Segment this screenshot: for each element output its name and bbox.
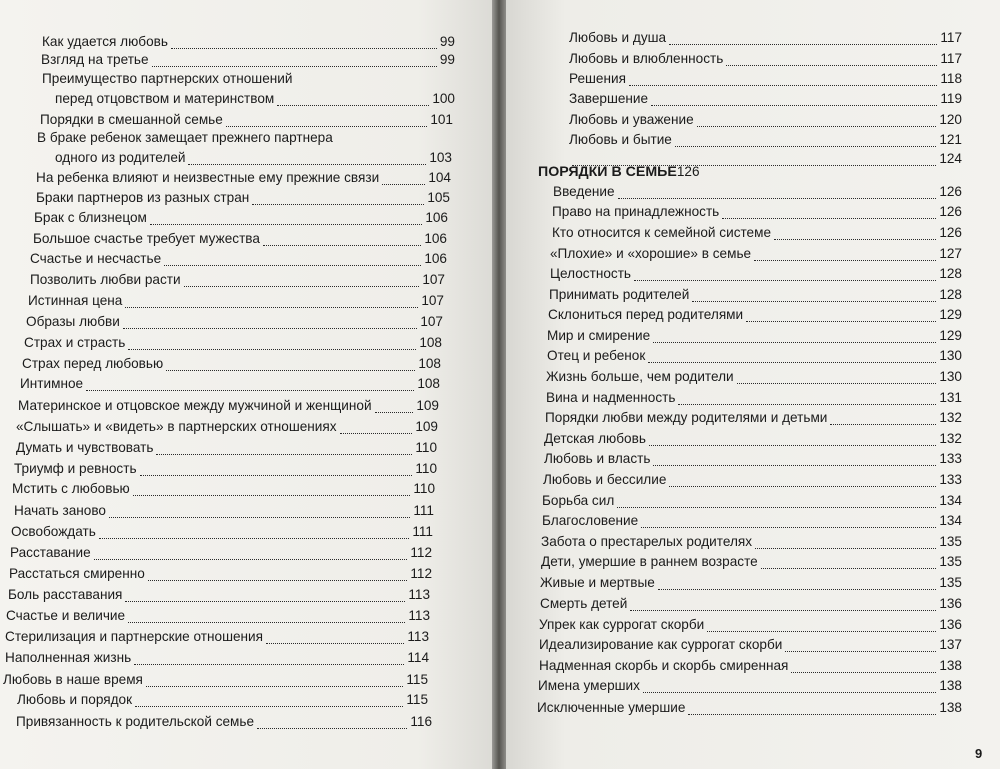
toc-entry	[22, 354, 441, 374]
dot-leader	[226, 126, 428, 127]
toc-entry-page-number: 111	[413, 503, 434, 518]
toc-entry-page-number: 108	[419, 335, 442, 350]
toc-entry-title: ПОРЯДКИ В СЕМЬЕ	[538, 164, 677, 180]
toc-entry-title: Браки партнеров из разных стран	[36, 190, 250, 205]
toc-entry	[544, 449, 962, 469]
toc-entry-page-number: 136	[939, 596, 962, 611]
toc-entry	[3, 670, 428, 690]
toc-entry	[552, 202, 962, 222]
toc-entry-title: Упрек как суррогат скорби	[539, 617, 705, 632]
dot-leader	[140, 475, 413, 476]
dot-leader	[125, 307, 418, 308]
dot-leader	[188, 164, 426, 165]
toc-entry-title: Страх перед любовью	[22, 356, 164, 371]
toc-entry	[553, 182, 962, 202]
dot-leader	[726, 65, 937, 66]
toc-entry-page-number: 101	[430, 112, 453, 127]
toc-entry-title: Любовь и порядок	[17, 692, 133, 707]
toc-entry	[40, 110, 453, 130]
toc-entry	[541, 552, 962, 572]
toc-entry-title: одного из родителей	[55, 150, 186, 165]
dot-leader	[134, 664, 404, 665]
toc-entry-title: Исключенные умершие	[537, 700, 686, 715]
toc-entry	[548, 305, 962, 325]
toc-entry-page-number: 116	[410, 714, 432, 729]
toc-entry-title: Детская любовь	[544, 431, 646, 446]
dot-leader	[629, 85, 937, 86]
toc-entry-page-number: 126	[939, 184, 962, 199]
dot-leader	[263, 245, 421, 246]
toc-entry-page-number: 107	[420, 314, 443, 329]
toc-entry-title: Освобождать	[11, 524, 96, 539]
toc-entry-title: Привязанность к родительской семье	[16, 714, 255, 729]
dot-leader	[94, 559, 408, 560]
dot-leader	[653, 342, 936, 343]
toc-entry-page-number: 109	[415, 419, 438, 434]
toc-entry-title: перед отцовством и материнством	[55, 91, 275, 106]
dot-leader	[692, 301, 936, 302]
toc-entry	[33, 229, 447, 249]
dot-leader	[340, 433, 413, 434]
dot-leader	[128, 349, 416, 350]
dot-leader	[146, 686, 403, 687]
toc-entry-page-number: 126	[939, 204, 962, 219]
toc-entry-title: Дети, умершие в раннем возрасте	[541, 554, 758, 569]
toc-entry-page-number: 109	[416, 398, 439, 413]
toc-entry-page-number: 130	[939, 348, 962, 363]
dot-leader	[746, 321, 936, 322]
toc-entry-title: Расставание	[10, 545, 91, 560]
toc-entry	[545, 408, 962, 428]
toc-entry	[34, 208, 448, 228]
toc-entry-page-number: 132	[939, 410, 962, 425]
toc-entry-page-number: 115	[406, 692, 428, 707]
toc-entry	[18, 396, 439, 416]
toc-entry	[5, 648, 429, 668]
toc-entry-title: Позволить любви расти	[30, 272, 181, 287]
toc-entry-title: Мстить с любовью	[12, 481, 130, 496]
toc-entry-page-number: 111	[412, 524, 433, 539]
toc-entry-page-number: 124	[939, 151, 962, 166]
toc-entry-title: Целостность	[550, 266, 632, 281]
toc-entry-page-number: 117	[940, 30, 962, 45]
dot-leader	[785, 651, 936, 652]
dot-leader	[754, 260, 936, 261]
toc-entry	[36, 168, 451, 188]
toc-entry-page-number: 138	[939, 658, 962, 673]
toc-entry-title: Кто относится к семейной системе	[552, 225, 772, 240]
dot-leader	[830, 424, 936, 425]
dot-leader	[649, 445, 936, 446]
toc-entry-page-number: 130	[939, 369, 962, 384]
toc-entry-page-number: 126	[939, 225, 962, 240]
toc-entry-title: Думать и чувствовать	[16, 440, 154, 455]
toc-entry	[542, 491, 962, 511]
toc-entry	[16, 438, 437, 458]
toc-entry	[28, 291, 444, 311]
toc-entry	[8, 585, 430, 605]
dot-leader	[166, 370, 415, 371]
dot-leader	[99, 538, 410, 539]
dot-leader	[125, 601, 405, 602]
toc-entry-page-number: 113	[407, 629, 429, 644]
toc-entry	[569, 130, 962, 150]
toc-entry-title: Брак с близнецом	[34, 210, 147, 225]
toc-entry	[569, 110, 962, 130]
toc-entry-page-number: 135	[939, 575, 962, 590]
toc-entry-page-number: 119	[940, 91, 962, 106]
dot-leader	[634, 280, 936, 281]
toc-entry-title: Жизнь больше, чем родители	[546, 369, 734, 384]
toc-entry	[6, 606, 430, 626]
toc-entry-page-number: 138	[939, 678, 962, 693]
dot-leader	[375, 412, 414, 413]
toc-entry-title: Вина и надменность	[546, 390, 676, 405]
toc-entry-title: Любовь и душа	[569, 30, 667, 45]
toc-entry-title: Склониться перед родителями	[548, 307, 744, 322]
toc-entry-title: Большое счастье требует мужества	[33, 231, 260, 246]
dot-leader	[252, 204, 424, 205]
toc-entry-title: Любовь и уважение	[569, 112, 694, 127]
toc-entry-title: Счастье и величие	[6, 608, 126, 623]
dot-leader	[128, 622, 405, 623]
toc-entry-title: Забота о престарелых родителях	[541, 534, 753, 549]
toc-entry-page-number: 120	[939, 112, 962, 127]
toc-entry-page-number: 103	[429, 150, 452, 165]
toc-entry-title: Живые и мертвые	[540, 575, 655, 590]
toc-entry-title: Образы любви	[26, 314, 120, 329]
toc-entry	[36, 188, 450, 208]
dot-leader	[123, 328, 417, 329]
toc-entry-page-number: 114	[407, 650, 429, 665]
toc-entry	[544, 429, 962, 449]
toc-entry-page-number: 104	[428, 170, 451, 185]
book-gutter	[492, 0, 506, 769]
toc-entry-page-number: 112	[410, 566, 432, 581]
toc-entry-page-number: 129	[939, 307, 962, 322]
toc-entry	[5, 627, 429, 647]
toc-entry-page-number: 137	[939, 637, 962, 652]
toc-entry-page-number: 107	[421, 293, 444, 308]
toc-entry	[539, 635, 962, 655]
dot-leader	[669, 44, 937, 45]
dot-leader	[697, 126, 937, 127]
toc-entry-page-number: 115	[406, 672, 428, 687]
toc-entry-title: Идеализирование как суррогат скорби	[539, 637, 783, 652]
toc-entry	[539, 656, 962, 676]
toc-entry	[569, 69, 962, 89]
dot-leader	[277, 105, 429, 106]
toc-entry-page-number: 110	[415, 440, 437, 455]
toc-entry-title: Порядки любви между родителями и детьми	[545, 410, 828, 425]
toc-entry	[550, 264, 962, 284]
toc-entry-title: Любовь и власть	[544, 451, 651, 466]
toc-entry-title: Стерилизация и партнерские отношения	[5, 629, 264, 644]
page-number: 9	[975, 746, 983, 761]
dot-leader	[643, 692, 936, 693]
toc-entry-title: Страх и страсть	[24, 335, 126, 350]
toc-entry-title: Взгляд на третье	[41, 52, 149, 67]
toc-entry-page-number: 133	[939, 472, 962, 487]
toc-entry-page-number: 135	[939, 534, 962, 549]
toc-entry-title: Триумф и ревность	[14, 461, 137, 476]
toc-entry-title: Любовь и влюбленность	[569, 51, 724, 66]
toc-entry	[540, 573, 962, 593]
toc-entry	[550, 244, 962, 264]
section-heading	[538, 162, 962, 182]
toc-entry-page-number: 121	[939, 132, 962, 147]
dot-leader	[150, 224, 422, 225]
toc-entry	[542, 511, 962, 531]
toc-entry-page-number: 112	[410, 545, 432, 560]
dot-leader	[86, 390, 414, 391]
dot-leader	[156, 454, 412, 455]
toc-entry-title: Отец и ребенок	[547, 348, 646, 363]
toc-entry	[543, 470, 962, 490]
toc-entry-title: «Слышать» и «видеть» в партнерских отношениях	[16, 419, 337, 434]
dot-leader	[707, 631, 936, 632]
toc-entry-page-number: 99	[439, 34, 455, 49]
toc-entry-page-number: 110	[415, 461, 437, 476]
toc-entry-page-number: 135	[939, 554, 962, 569]
toc-entry-title: Расстаться смиренно	[9, 566, 145, 581]
toc-entry	[16, 712, 432, 732]
dot-leader	[722, 218, 936, 219]
toc-entry	[24, 333, 442, 353]
dot-leader	[653, 465, 936, 466]
toc-entry-title-line: В браке ребенок замещает прежнего партнера	[37, 130, 333, 145]
dot-leader	[109, 517, 410, 518]
toc-entry	[538, 676, 962, 696]
toc-entry	[547, 346, 962, 366]
toc-entry	[14, 459, 437, 479]
dot-leader	[669, 486, 936, 487]
toc-entry-page-number: 108	[417, 376, 440, 391]
toc-entry	[16, 417, 438, 437]
dot-leader	[630, 610, 936, 611]
toc-entry-title: Интимное	[20, 376, 84, 391]
toc-entry-page-number: 110	[413, 481, 435, 496]
toc-entry-title: Принимать родителей	[549, 287, 690, 302]
toc-entry-page-number: 113	[408, 608, 430, 623]
toc-entry	[546, 388, 962, 408]
dot-leader	[675, 146, 936, 147]
toc-entry-title: Решения	[569, 71, 626, 86]
toc-entry-page-number: 107	[422, 272, 445, 287]
toc-entry	[11, 522, 433, 542]
toc-entry-page-number: 108	[418, 356, 441, 371]
dot-leader	[688, 714, 936, 715]
toc-entry	[537, 698, 962, 718]
toc-entry	[26, 312, 443, 332]
toc-entry-title: Любовь и бытие	[569, 132, 672, 147]
toc-entry	[9, 564, 432, 584]
dot-leader	[774, 239, 936, 240]
toc-entry-title: Введение	[553, 184, 615, 199]
toc-entry-title: Боль расставания	[8, 587, 123, 602]
toc-entry	[30, 270, 445, 290]
dot-leader	[133, 495, 411, 496]
dot-leader	[171, 48, 437, 49]
toc-entry-title: Мир и смирение	[547, 328, 651, 343]
toc-entry-page-number: 132	[939, 431, 962, 446]
toc-entry-page-number: 126	[676, 164, 700, 179]
toc-entry-page-number: 100	[432, 91, 455, 106]
toc-entry	[546, 367, 962, 387]
dot-leader	[651, 105, 937, 106]
dot-leader	[618, 198, 937, 199]
dot-leader	[184, 286, 420, 287]
toc-entry	[549, 285, 962, 305]
toc-entry-page-number: 134	[939, 493, 962, 508]
dot-leader	[152, 66, 437, 67]
toc-entry	[10, 543, 432, 563]
toc-entry-title: Борьба сил	[542, 493, 615, 508]
dot-leader	[755, 548, 936, 549]
toc-entry-title: На ребенка влияют и неизвестные ему прежние связи	[36, 170, 380, 185]
toc-entry-title: Право на принадлежность	[552, 204, 720, 219]
toc-entry-page-number: 99	[439, 52, 455, 67]
toc-entry	[547, 326, 962, 346]
dot-leader	[148, 580, 408, 581]
toc-entry-page-number: 133	[939, 451, 962, 466]
toc-entry	[55, 89, 455, 109]
toc-entry-title-line: Преимущество партнерских отношений	[42, 71, 293, 86]
toc-entry	[540, 594, 962, 614]
toc-entry-page-number: 127	[939, 246, 962, 261]
dot-leader	[737, 383, 937, 384]
toc-entry-title: Надменная скорбь и скорбь смиренная	[539, 658, 789, 673]
dot-leader	[791, 672, 936, 673]
toc-entry	[30, 249, 447, 269]
toc-entry-page-number: 128	[939, 266, 962, 281]
toc-entry-title: Счастье и несчастье	[30, 251, 162, 266]
toc-entry	[12, 479, 435, 499]
toc-entry-title: «Плохие» и «хорошие» в семье	[550, 246, 752, 261]
toc-entry-title: Начать заново	[14, 503, 106, 518]
toc-entry-page-number: 138	[939, 700, 962, 715]
toc-entry	[41, 50, 455, 70]
toc-entry	[569, 89, 962, 109]
toc-entry-title: Завершение	[569, 91, 649, 106]
dot-leader	[135, 706, 403, 707]
dot-leader	[266, 643, 404, 644]
toc-entry-page-number: 106	[424, 231, 447, 246]
dot-leader	[382, 184, 425, 185]
dot-leader	[257, 728, 407, 729]
toc-entry-title: Как удается любовь	[42, 34, 168, 49]
toc-entry-page-number: 134	[939, 513, 962, 528]
toc-entry	[42, 32, 455, 52]
toc-entry	[569, 28, 962, 48]
toc-entry-page-number: 105	[427, 190, 450, 205]
toc-entry-title: Смерть детей	[540, 596, 628, 611]
toc-entry-title: Порядки в смешанной семье	[40, 112, 223, 127]
dot-leader	[761, 568, 937, 569]
toc-entry	[539, 615, 962, 635]
dot-leader	[164, 265, 421, 266]
toc-entry-page-number: 106	[424, 251, 447, 266]
toc-entry-title: Истинная цена	[28, 293, 123, 308]
toc-entry-title: Наполненная жизнь	[5, 650, 132, 665]
toc-entry-title: Имена умерших	[538, 678, 640, 693]
toc-entry	[20, 374, 440, 394]
toc-entry	[14, 501, 434, 521]
dot-leader	[678, 404, 936, 405]
toc-entry-page-number: 113	[408, 587, 430, 602]
toc-entry-page-number: 128	[939, 287, 962, 302]
dot-leader	[658, 589, 937, 590]
dot-leader	[648, 362, 936, 363]
toc-entry-page-number: 117	[940, 51, 962, 66]
toc-entry-page-number: 129	[939, 328, 962, 343]
toc-entry-page-number: 106	[425, 210, 448, 225]
toc-entry	[17, 690, 428, 710]
toc-entry-page-number: 131	[939, 390, 962, 405]
toc-entry	[569, 49, 962, 69]
toc-entry	[552, 223, 962, 243]
dot-leader	[641, 527, 936, 528]
toc-entry-title: Любовь и бессилие	[543, 472, 667, 487]
toc-entry	[541, 532, 962, 552]
toc-entry-title: Благословение	[542, 513, 639, 528]
toc-entry-title: Материнское и отцовское между мужчиной и женщиной	[18, 398, 372, 413]
toc-entry-title: Любовь в наше время	[3, 672, 143, 687]
toc-entry	[55, 148, 452, 168]
dot-leader	[617, 507, 936, 508]
toc-entry-page-number: 136	[939, 617, 962, 632]
toc-entry-page-number: 118	[940, 71, 962, 86]
